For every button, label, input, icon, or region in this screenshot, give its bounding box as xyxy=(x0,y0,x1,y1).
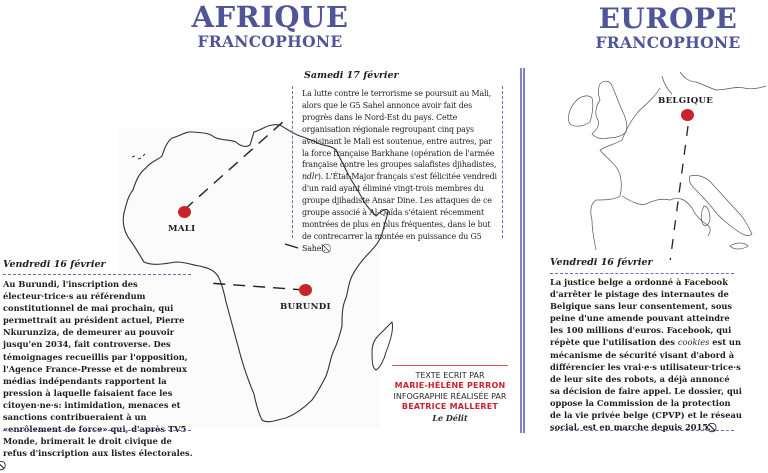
mali-article-body: La lutte contre le terrorisme se poursuit au Mali, alors que le G5 Sahel annonce avoir fait des progrès dans le Nord-Est du pays. Cette organisation régionale regroupant cinq pays avoisinant le Mali est soutenue, entre autres, par la force française Barkhane (opération de l'armée française contre les groupes salafistes djihadistes, ndlr). L'État-Major français s'est félicitée vendredi d'un raid ayant éliminé vingt-trois membres du groupe djihadiste Ansar Dine. Les attaques de ce groupe associé à Al-Qaïda s'étaient récemment montrées de plus en plus fréquentes, dans le but de contrecarrer la montée en puissance du G5 Sahel. xyxy=(302,89,497,253)
belgique-marker-icon xyxy=(681,109,694,121)
credits-infographic-label: INFOGRAPHIE RÉALISÉE PAR xyxy=(393,391,507,401)
section-divider xyxy=(520,68,525,433)
mali-article-date: Samedi 17 février xyxy=(304,70,399,81)
mali-label: MALI xyxy=(168,224,196,234)
sardinia-outline xyxy=(701,206,710,226)
mali-marker-icon xyxy=(178,206,191,218)
burundi-article-top-rule xyxy=(3,274,191,275)
credits-text-label: TEXTE ECRIT PAR xyxy=(415,371,485,380)
belgique-article-bottom-rule xyxy=(550,430,734,431)
belgique-article-body: La justice belge a ordonné à Facebook d'arrêter le pistage des internautes de Belgique sans leur consentement, sous peine d'une amende pouvant atteindre les 100 millions d'euros. Facebook, qui répète que l'utilisation des cookies est un mécanisme de sécurité visant d'abord à différencier les vrai·e·s utilisateur·trice·s de leur site des robots, a déjà annoncé sa décision de faire appel. Le dossier, qui oppose la Commission de la protection de la vie privée belge (CPVP) et le réseau social, est en marche depuis 2015. xyxy=(550,277,742,433)
credits-block xyxy=(382,371,518,423)
europe-heading-subtitle: FRANCOPHONE xyxy=(595,33,741,52)
great-britain-outline xyxy=(592,81,627,139)
europe-heading xyxy=(570,2,766,52)
belgique-label: BELGIQUE xyxy=(658,96,714,106)
burundi-article-body: Au Burundi, l'inscription des électeur·trice·s au référendum constitutionnel de mai prochain, qui permettrait au président actuel, Pierre Nkurunziza, de demeurer au pouvoir jusqu'en 2034, fait controverse. Des témoignages recueillis par l'opposition, l'Agence France-Presse et de nombreux médias indépendants rapportent la pression à laquelle faisaient face les citoyen·ne·s: intimidation, menaces et sanctions contribueraient à un «enrôlement de force» qui, d'après TV5 Monde, brimerait le droit civique de refus d'inscription aux listes électorales. xyxy=(3,279,193,459)
burundi-label: BURUNDI xyxy=(280,302,331,312)
mali-connector-line xyxy=(184,120,285,210)
credits-author: MARIE-HÉLÈNE PERRON xyxy=(394,381,506,391)
burundi-article-bottom-rule xyxy=(3,430,191,431)
belgique-connector-line xyxy=(670,126,688,260)
burundi-article-date: Vendredi 16 février xyxy=(3,259,106,270)
credits-designer: BEATRICE MALLERET xyxy=(401,402,499,412)
europe-map xyxy=(530,70,768,260)
credits-publication: Le Délit xyxy=(432,412,468,423)
belgique-article-top-rule xyxy=(550,273,734,274)
belgique-article-date: Vendredi 16 février xyxy=(550,257,653,268)
italy-outline xyxy=(689,175,752,235)
ireland-outline xyxy=(568,96,592,126)
credits-rule xyxy=(392,365,508,366)
madagascar-outline xyxy=(372,322,393,370)
africa-heading-title: AFRIQUE xyxy=(191,0,349,34)
africa-heading-subtitle: FRANCOPHONE xyxy=(197,32,343,51)
burundi-marker-icon xyxy=(299,284,312,296)
mali-article-right-rule xyxy=(502,86,503,238)
europe-heading-title: EUROPE xyxy=(598,2,738,35)
mali-article-left-rule xyxy=(292,86,293,238)
